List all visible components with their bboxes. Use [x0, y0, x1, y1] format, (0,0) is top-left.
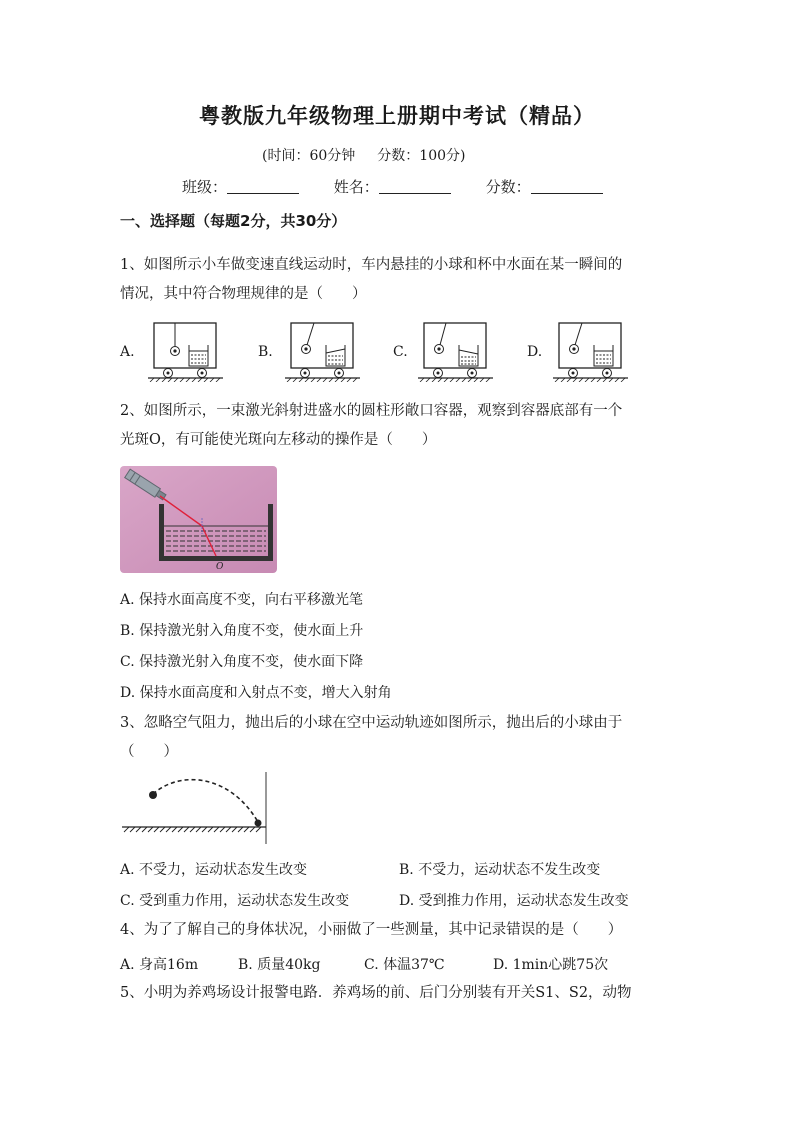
q1-option-a-label: A. — [120, 344, 135, 360]
question-2 — [120, 397, 680, 455]
question-4 — [120, 916, 680, 945]
q1-option-c-label: C. — [393, 344, 408, 360]
exam-total-score: 分数：100分) — [377, 148, 466, 164]
q2-option-c: C. 保持激光射入角度不变，使水面下降 — [120, 654, 364, 670]
cart-d-figure — [553, 320, 628, 382]
question-5-line-1: 5、小明为养鸡场设计报警电路．养鸡场的前、后门分别装有开关S1、S2，动物 — [120, 985, 632, 1001]
question-3 — [120, 709, 680, 767]
q3-option-d: D. 受到推力作用，运动状态发生改变 — [399, 893, 629, 909]
question-1-line-2: 情况，其中符合物理规律的是（ ） — [120, 286, 367, 302]
score-blank[interactable] — [531, 179, 603, 194]
q3-option-b: B. 不受力，运动状态不发生改变 — [399, 862, 601, 878]
q4-option-d: D. 1min心跳75次 — [493, 957, 609, 973]
question-2-line-1: 2、如图所示，一束激光斜射进盛水的圆柱形敞口容器，观察到容器底部有一个 — [120, 403, 623, 419]
name-label: 姓名： — [333, 178, 379, 196]
projectile-figure — [120, 772, 270, 844]
q4-option-a: A. 身高16m — [120, 957, 199, 973]
section-heading: 一、选择题（每题2分，共30分） — [120, 212, 347, 230]
exam-time: (时间：60分钟 — [262, 148, 356, 164]
q3-option-a: A. 不受力，运动状态发生改变 — [120, 862, 308, 878]
question-5 — [120, 979, 680, 1008]
q3-option-c: C. 受到重力作用，运动状态发生改变 — [120, 893, 350, 909]
q1-option-b-label: B. — [258, 344, 273, 360]
class-label: 班级： — [182, 178, 228, 196]
question-3-line-1: 3、忽略空气阻力，抛出后的小球在空中运动轨迹如图所示，抛出后的小球由于 — [120, 715, 623, 731]
question-2-line-2: 光斑O，有可能使光斑向左移动的操作是（ ） — [120, 432, 437, 448]
cart-b-figure — [285, 320, 360, 382]
q2-option-b: B. 保持激光射入角度不变，使水面上升 — [120, 623, 364, 639]
q2-option-d: D. 保持水面高度和入射点不变，增大入射角 — [120, 685, 392, 701]
score-label: 分数： — [485, 178, 531, 196]
class-blank[interactable] — [227, 179, 299, 194]
page-title: 粤教版九年级物理上册期中考试（精品） — [199, 104, 595, 128]
question-4-line-1: 4、为了了解自己的身体状况，小丽做了一些测量，其中记录错误的是（ ） — [120, 922, 623, 938]
question-1 — [120, 251, 680, 309]
q2-option-a: A. 保持水面高度不变，向右平移激光笔 — [120, 592, 364, 608]
q4-option-b: B. 质量40kg — [238, 957, 321, 973]
cart-c-figure — [418, 320, 493, 382]
question-3-line-2: （ ） — [120, 744, 178, 760]
cart-a-figure — [148, 320, 223, 382]
q1-option-d-label: D. — [527, 344, 543, 360]
q4-option-c: C. 体温37℃ — [364, 957, 445, 973]
question-1-line-1: 1、如图所示小车做变速直线运动时，车内悬挂的小球和杯中水面在某一瞬间的 — [120, 257, 623, 273]
exam-subtitle — [262, 145, 465, 165]
laser-container-figure — [120, 466, 277, 573]
student-info-line — [182, 176, 633, 197]
name-blank[interactable] — [379, 179, 451, 194]
spot-o-label: O — [216, 562, 224, 572]
